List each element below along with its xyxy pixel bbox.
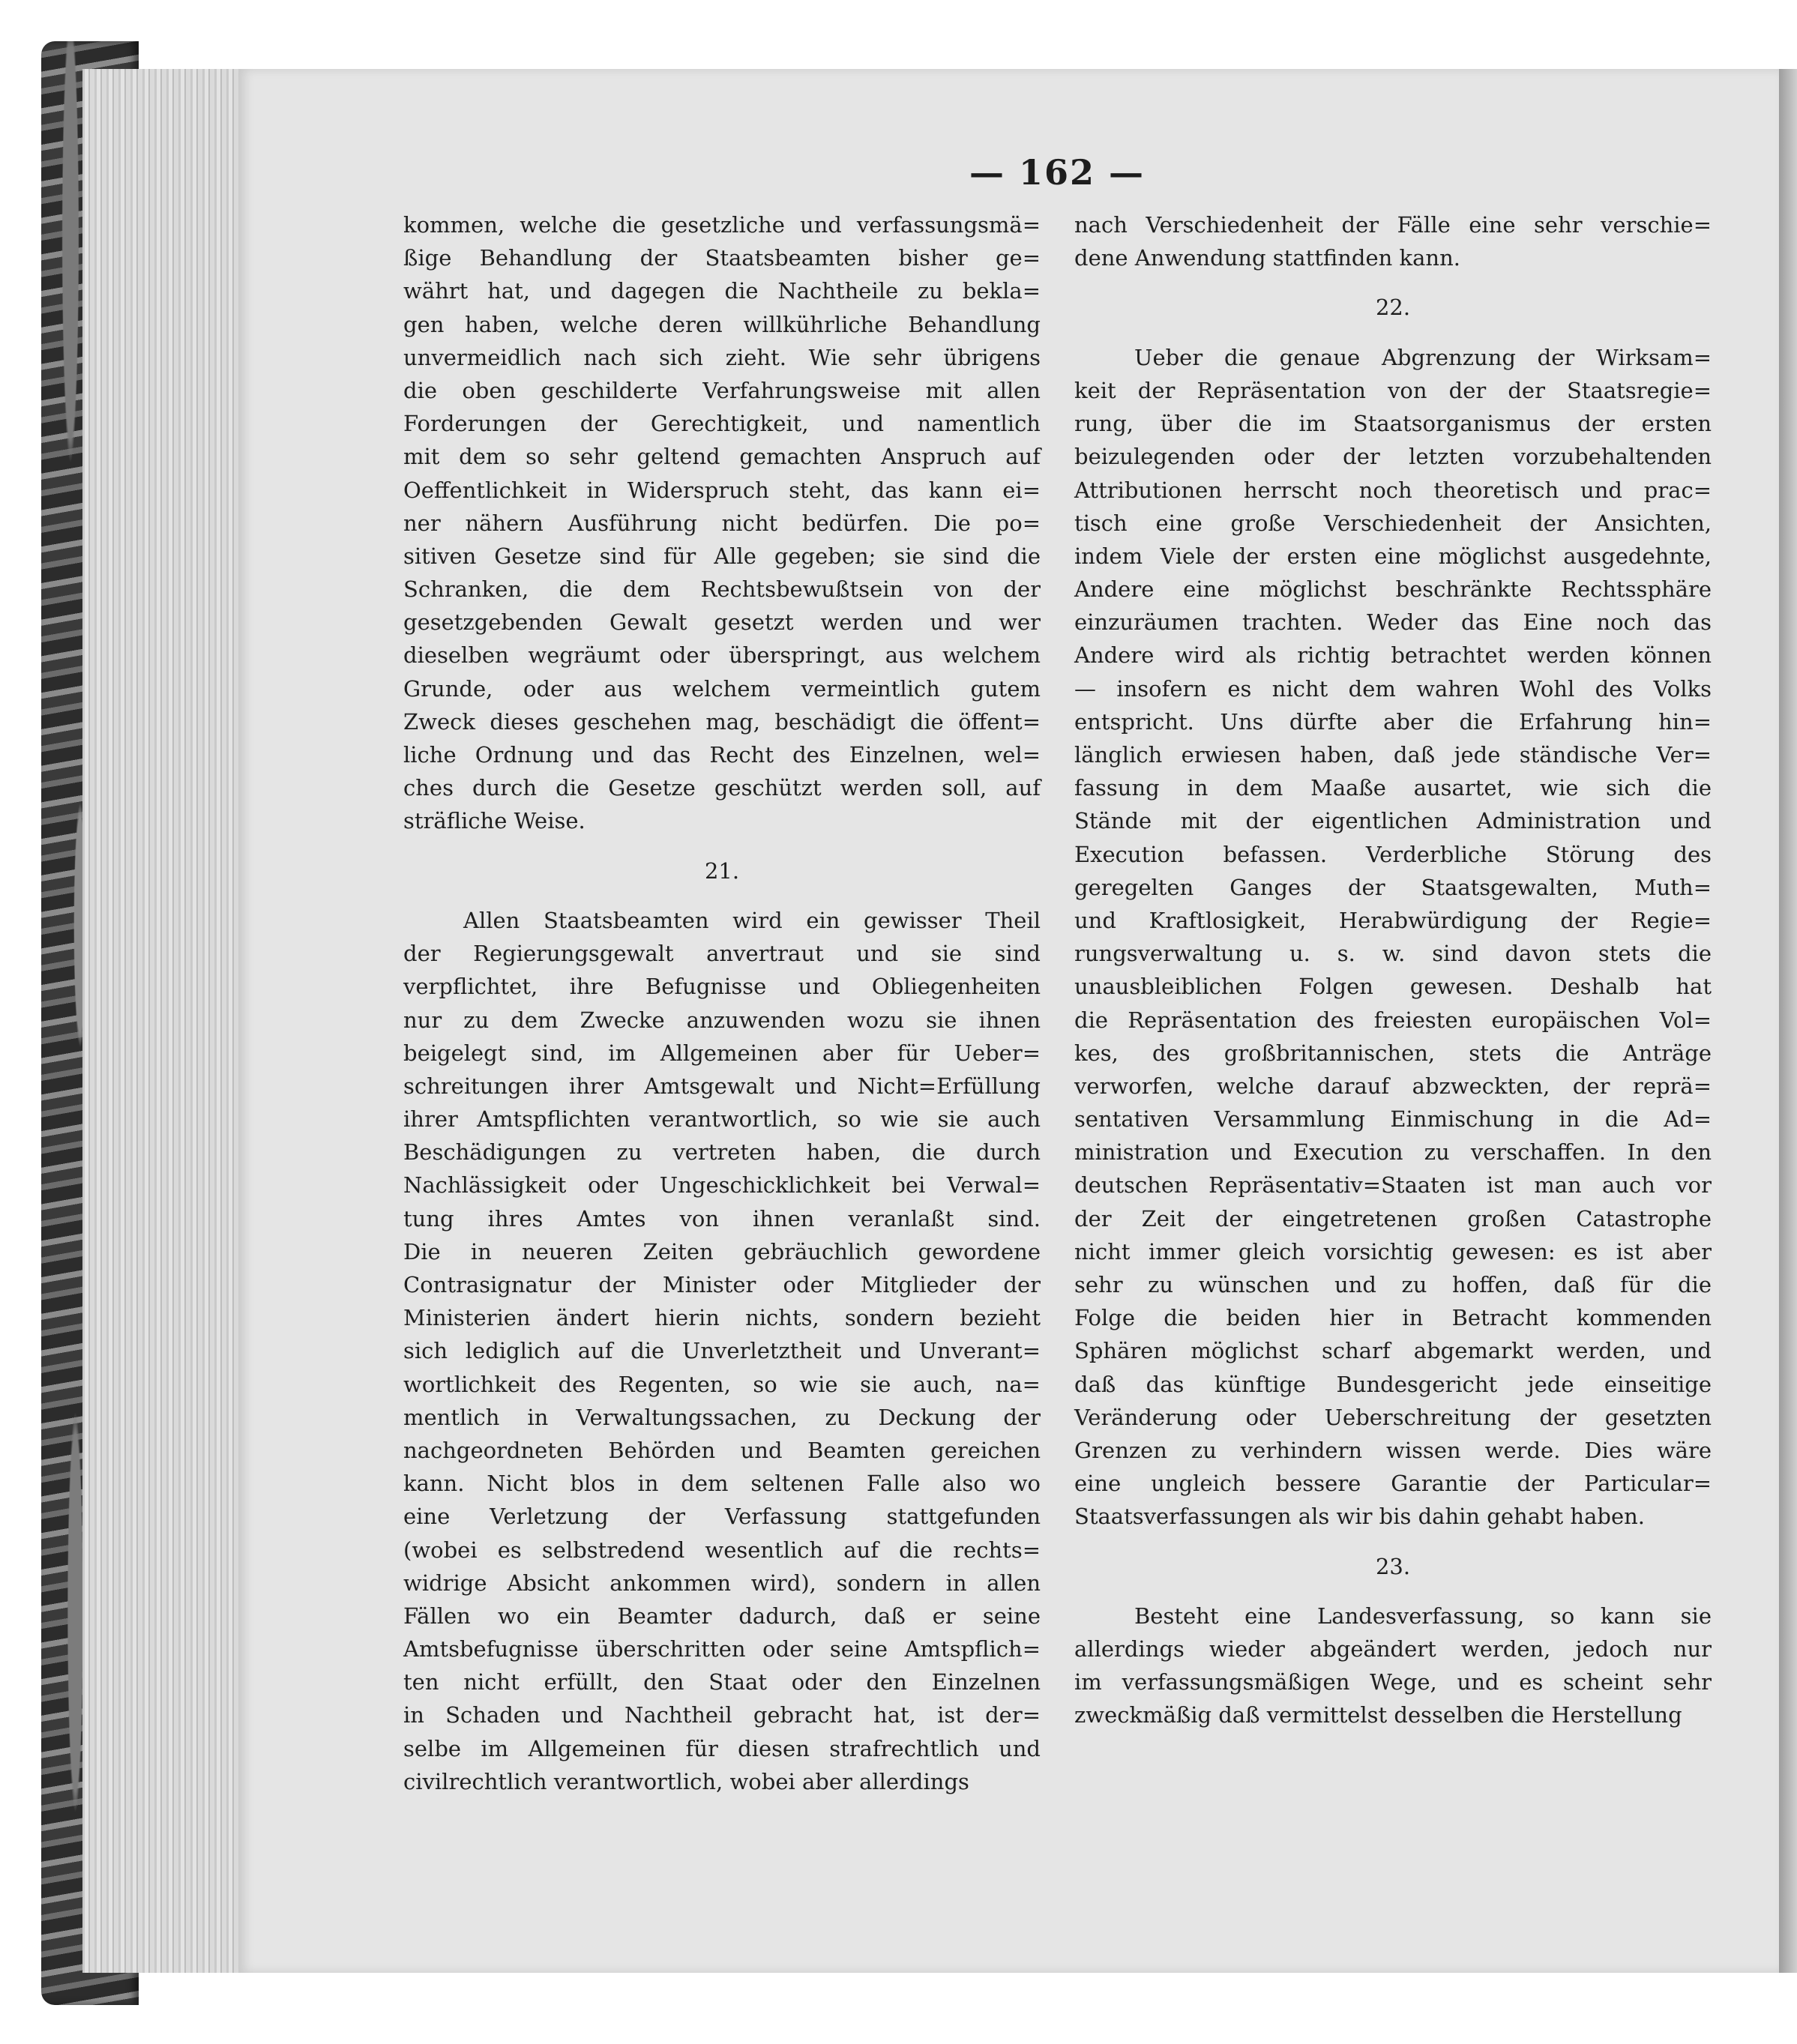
text-line: Andere wird als richtig betrachtet werden können bbox=[1074, 642, 1712, 669]
text-line: gen haben, welche deren willkührliche Behandlung bbox=[403, 311, 1041, 337]
text-line: tisch eine große Verschiedenheit der Ansichten, bbox=[1074, 510, 1712, 536]
text-line: nur zu dem Zwecke anzuwenden wozu sie ihnen bbox=[403, 1007, 1041, 1033]
text-line: Forderungen der Gerechtigkeit, und namentlich bbox=[403, 411, 1041, 437]
text-line: unausbleiblichen Folgen gewesen. Deshalb hat bbox=[1074, 974, 1712, 1000]
text-line: (wobei es selbstredend wesentlich auf die rechts= bbox=[403, 1537, 1041, 1563]
text-line: entspricht. Uns dürfte aber die Erfahrung hin= bbox=[1074, 708, 1712, 735]
text-line: schreitungen ihrer Amtsgewalt und Nicht=Erfüllung bbox=[403, 1073, 1041, 1099]
paragraph bbox=[403, 904, 1041, 1798]
text-line: civilrechtlich verantwortlich, wobei aber allerdings bbox=[403, 1768, 969, 1794]
text-line: ches durch die Gesetze geschützt werden soll, auf bbox=[403, 775, 1041, 801]
text-line: selbe im Allgemeinen für diesen strafrechtlich und bbox=[403, 1735, 1041, 1761]
text-line: ministration und Execution zu verschaffen. In den bbox=[1074, 1139, 1712, 1166]
text-line: Die in neueren Zeiten gebräuchlich gewordene bbox=[403, 1238, 1041, 1264]
text-line: ßige Behandlung der Staatsbeamten bisher ge= bbox=[403, 245, 1041, 271]
text-line: keit der Repräsentation von der der Staatsregie= bbox=[1074, 377, 1712, 403]
text-line: Contrasignatur der Minister oder Mitglieder der bbox=[403, 1272, 1041, 1298]
text-line: die Repräsentation des freiesten europäischen Vol= bbox=[1074, 1007, 1712, 1033]
text-line: und Kraftlosigkeit, Herabwürdigung der Regie= bbox=[1074, 907, 1712, 933]
text-line: kommen, welche die gesetzliche und verfassungsmä= bbox=[403, 212, 1041, 238]
text-line: beizulegenden oder der letzten vorzubehaltenden bbox=[1074, 444, 1712, 470]
text-line: mentlich in Verwaltungssachen, zu Deckung der bbox=[403, 1404, 1041, 1430]
text-line: nachgeordneten Behörden und Beamten gereichen bbox=[403, 1437, 1041, 1463]
text-line: Allen Staatsbeamten wird ein gewisser Theil bbox=[463, 907, 1041, 933]
text-line: kes, des großbritannischen, stets die Anträge bbox=[1074, 1040, 1712, 1066]
text-line: länglich erwiesen haben, daß jede ständische Ver= bbox=[1074, 742, 1712, 768]
text-line: ihrer Amtspflichten verantwortlich, so wie sie auch bbox=[403, 1106, 1041, 1133]
paragraph bbox=[1074, 341, 1712, 1534]
text-line: fassung in dem Maaße ausartet, wie sich die bbox=[1074, 775, 1712, 801]
text-line: kann. Nicht blos in dem seltenen Falle also wo bbox=[403, 1471, 1041, 1497]
page-number: — 162 — bbox=[969, 152, 1146, 193]
text-line: verworfen, welche darauf abzweckten, der reprä= bbox=[1074, 1073, 1712, 1099]
text-line: Nachlässigkeit oder Ungeschicklichkeit bei Verwal= bbox=[403, 1172, 1041, 1199]
text-line: verpflichtet, ihre Befugnisse und Obliegenheiten bbox=[403, 974, 1041, 1000]
text-line: die oben geschilderte Verfahrungsweise mit allen bbox=[403, 377, 1041, 403]
left-column bbox=[403, 208, 1041, 1798]
text-line: dene Anwendung stattfinden kann. bbox=[1074, 245, 1460, 271]
text-line: tung ihres Amtes von ihnen veranlaßt sind. bbox=[403, 1205, 1041, 1231]
text-line: im verfassungsmäßigen Wege, und es scheint sehr bbox=[1074, 1669, 1712, 1695]
paragraph bbox=[1074, 1600, 1712, 1732]
right-column bbox=[1074, 208, 1712, 1732]
text-line: Fällen wo ein Beamter dadurch, daß er seine bbox=[403, 1603, 1041, 1629]
text-line: Folge die beiden hier in Betracht kommenden bbox=[1074, 1305, 1712, 1331]
text-line: wortlichkeit des Regenten, so wie sie auch, na= bbox=[403, 1371, 1041, 1397]
text-line: Sphären möglichst scharf abgemarkt werden, und bbox=[1074, 1338, 1712, 1364]
text-line: deutschen Repräsentativ=Staaten ist man auch vor bbox=[1074, 1172, 1712, 1199]
text-line: ten nicht erfüllt, den Staat oder den Einzelnen bbox=[403, 1669, 1041, 1695]
text-line: gesetzgebenden Gewalt gesetzt werden und wer bbox=[403, 609, 1041, 636]
section-heading-21: 21. bbox=[704, 857, 740, 884]
text-line: Amtsbefugnisse überschritten oder seine Amtspflich= bbox=[403, 1636, 1041, 1662]
page-edges bbox=[82, 69, 240, 1973]
text-line: daß das künftige Bundesgericht jede einseitige bbox=[1074, 1371, 1712, 1397]
paragraph bbox=[403, 208, 1041, 838]
text-line: nicht immer gleich vorsichtig gewesen: es ist aber bbox=[1074, 1238, 1712, 1264]
text-line: Schranken, die dem Rechtsbewußtsein von der bbox=[403, 576, 1041, 603]
text-line: zweckmäßig daß vermittelst desselben die Herstellung bbox=[1074, 1702, 1682, 1728]
text-line: der Regierungsgewalt anvertraut und sie sind bbox=[403, 941, 1041, 967]
text-line: indem Viele der ersten eine möglichst ausgedehnte, bbox=[1074, 543, 1712, 569]
text-line: der Zeit der eingetretenen großen Catastrophe bbox=[1074, 1205, 1712, 1231]
text-line: Attributionen herrscht noch theoretisch und prac= bbox=[1074, 477, 1712, 503]
text-line: Veränderung oder Ueberschreitung der gesetzten bbox=[1074, 1404, 1712, 1430]
section-heading-23: 23. bbox=[1375, 1553, 1411, 1579]
text-line: geregelten Ganges der Staatsgewalten, Muth= bbox=[1074, 874, 1712, 900]
text-line: nach Verschiedenheit der Fälle eine sehr verschie= bbox=[1074, 212, 1712, 238]
text-line: beigelegt sind, im Allgemeinen aber für Ueber= bbox=[403, 1040, 1041, 1066]
text-line: unvermeidlich nach sich zieht. Wie sehr übrigens bbox=[403, 344, 1041, 370]
text-line: Ueber die genaue Abgrenzung der Wirksam= bbox=[1134, 344, 1712, 370]
text-line: sich lediglich auf die Unverletztheit und Unverant= bbox=[403, 1338, 1041, 1364]
text-line: Andere eine möglichst beschränkte Rechtssphäre bbox=[1074, 576, 1712, 603]
text-line: Execution befassen. Verderbliche Störung des bbox=[1074, 841, 1712, 867]
text-line: Ministerien ändert hierin nichts, sondern bezieht bbox=[403, 1305, 1041, 1331]
text-line: rungsverwaltung u. s. w. sind davon stets die bbox=[1074, 941, 1712, 967]
text-line: eine Verletzung der Verfassung stattgefunden bbox=[403, 1504, 1041, 1530]
text-line: Beschädigungen zu vertreten haben, die durch bbox=[403, 1139, 1041, 1166]
text-line: liche Ordnung und das Recht des Einzelnen, wel= bbox=[403, 742, 1041, 768]
paragraph bbox=[1074, 208, 1712, 274]
text-line: Grunde, oder aus welchem vermeintlich gutem bbox=[403, 675, 1041, 702]
text-line: mit dem so sehr geltend gemachten Anspruch auf bbox=[403, 444, 1041, 470]
page-gutter bbox=[1779, 69, 1797, 1973]
text-line: sentativen Versammlung Einmischung in die Ad= bbox=[1074, 1106, 1712, 1133]
text-line: sehr zu wünschen und zu hoffen, daß für die bbox=[1074, 1272, 1712, 1298]
text-line: sträfliche Weise. bbox=[403, 808, 586, 834]
text-line: Oeffentlichkeit in Widerspruch steht, das kann ei= bbox=[403, 477, 1041, 503]
text-line: ner nähern Ausführung nicht bedürfen. Die po= bbox=[403, 510, 1041, 536]
text-line: — insofern es nicht dem wahren Wohl des Volks bbox=[1074, 675, 1712, 702]
text-line: sitiven Gesetze sind für Alle gegeben; sie sind die bbox=[403, 543, 1041, 569]
text-line: rung, über die im Staatsorganismus der ersten bbox=[1074, 411, 1712, 437]
section-heading-22: 22. bbox=[1375, 295, 1411, 321]
text-line: eine ungleich bessere Garantie der Particular= bbox=[1074, 1471, 1712, 1497]
text-line: Besteht eine Landesverfassung, so kann sie bbox=[1134, 1603, 1712, 1629]
text-line: Staatsverfassungen als wir bis dahin gehabt haben. bbox=[1074, 1504, 1646, 1530]
text-line: Zweck dieses geschehen mag, beschädigt die öffent= bbox=[403, 708, 1041, 735]
text-line: Grenzen zu verhindern wissen werde. Dies wäre bbox=[1074, 1437, 1712, 1463]
text-line: Stände mit der eigentlichen Administration und bbox=[1074, 808, 1712, 834]
text-line: dieselben wegräumt oder überspringt, aus welchem bbox=[403, 642, 1041, 669]
text-line: allerdings wieder abgeändert werden, jedoch nur bbox=[1074, 1636, 1712, 1662]
text-line: in Schaden und Nachtheil gebracht hat, ist der= bbox=[403, 1702, 1041, 1728]
text-line: widrige Absicht ankommen wird), sondern in allen bbox=[403, 1570, 1041, 1596]
text-line: einzuräumen trachten. Weder das Eine noch das bbox=[1074, 609, 1712, 636]
text-line: währt hat, und dagegen die Nachtheile zu bekla= bbox=[403, 278, 1041, 304]
